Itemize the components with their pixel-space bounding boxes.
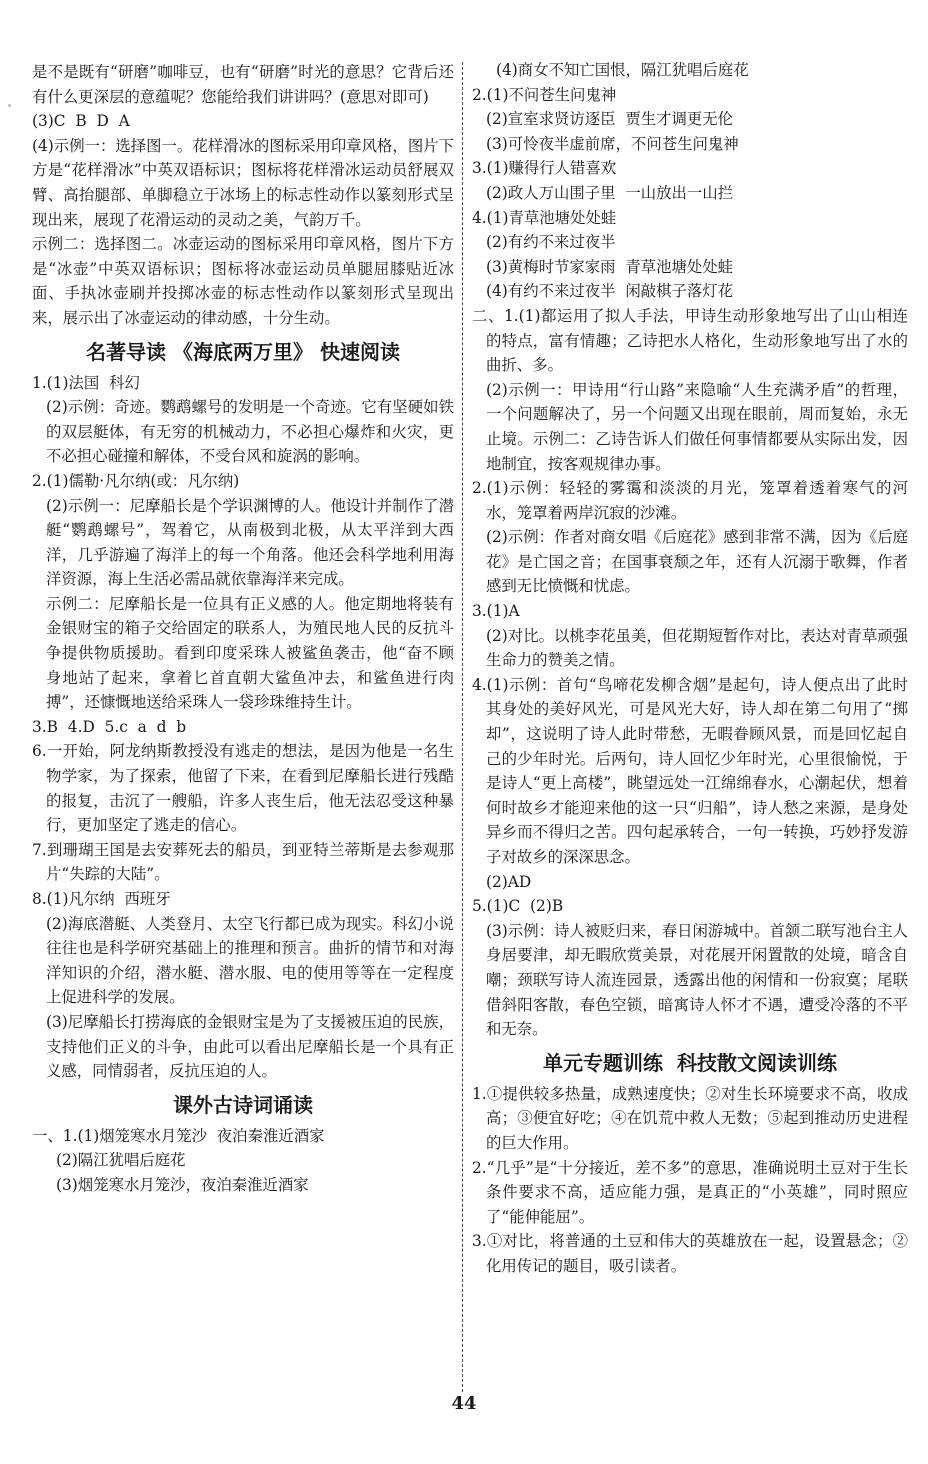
- poetry-answer-4-3: (3)黄梅时节家家雨 青草池塘处处蛙: [486, 257, 734, 276]
- poetry-answer-2-1: 2.(1)不问苍生问鬼神: [472, 85, 617, 104]
- part2-answer-1-1: 二、1.(1)都运用了拟人手法，甲诗生动形象地写出了山山相连的特点，富有情趣；乙诗把水人格化，生动形象地写出了水的曲折、多。: [472, 306, 908, 375]
- poetry-answer-1-4: (4)商女不知亡国恨，隔江犹唱后庭花: [496, 61, 749, 79]
- poetry-answer-2-2: (2)宣室求贤访逐臣 贾生才调更无伦: [486, 110, 734, 129]
- answer-q3: (3)C B D A: [32, 112, 130, 131]
- answer-2-2: (2)示例一：尼摩船长是个学识渊博的人。他设计并制作了潜艇“鹦鹉螺号”，驾着它，从南极到北极，从太平洋到大西洋，几乎游遍了海洋上的每一个角落。他还会科学地利用海洋资源，海上生活必需品就依靠海洋来完成。: [46, 496, 454, 589]
- poetry-answer-1-1: 一、1.(1)烟笼寒水月笼沙 夜泊秦淮近酒家: [32, 1126, 325, 1145]
- science-answer-2: 2.“几乎”是“十分接近，差不多”的意思，准确说明土豆对于生长条件要求不高，适应能力强，是真正的“小英雄”，同时照应了“能伸能屈”。: [472, 1158, 908, 1226]
- answer-8-1: 8.(1)凡尔纳 西班牙: [32, 890, 171, 908]
- part2-answer-5-2: (3)示例：诗人被贬归来，春日闲游城中。首颔二联写池台主人身居要津，却无暇欣赏美景，对花展开闲置散的处境，暗含自嘲；颈联写诗人流连园景，透露出他的闲情和一份寂寞；尾联借斜阳客散，春色空锁，暗寓诗人怀才不遇，遭受冷落的不平和无奈。: [486, 921, 908, 1039]
- poetry-answer-4-4: (4)有约不来过夜半 闲敲棋子落灯花: [486, 282, 734, 301]
- poetry-answer-3-2: (2)政人万山围子里 一山放出一山拦: [486, 183, 734, 202]
- left-column: [32, 60, 454, 1198]
- page-number: 44: [451, 1393, 477, 1414]
- section-title-poetry: 课外古诗词诵读: [173, 1092, 313, 1117]
- answer-8-2: (2)海底潜艇、人类登月、太空飞行都已成为现实。科幻小说往往也是科学研究基础上的推理和预言。曲折的情节和对海洋知识的介绍，潜水艇、潜水服、电的使用等等在一定程度上促进科学的发展。: [46, 914, 454, 1007]
- answer-1-1: 1.(1)法国 科幻: [32, 373, 140, 392]
- answer-q4-example2: 示例二：选择图二。冰壶运动的图标采用印章风格，图片下方是“冰壶”中英双语标识；图标将冰壶运动员单腿屈膝贴近冰面、手执冰壶刷并投掷冰壶的标志性动作以篆刻形式呈现出来，展示出了冰壶运动的律动感，十分生动。: [32, 235, 454, 327]
- answer-2-3: 示例二：尼摩船长是一位具有正义感的人。他定期地将装有金银财宝的箱子交给固定的联系人，为殖民地人民的反抗斗争提供物质援助。看到印度采珠人被鲨鱼袭击，他“奋不顾身地站了起来，拿着匕首直朝大鲨鱼冲去，和鲨鱼进行肉搏”，还慷慨地送给采珠人一袋珍珠维持生计。: [46, 594, 454, 712]
- section-title-science: 单元专题训练 科技散文阅读训练: [543, 1050, 837, 1075]
- answer-8-3: (3)尼摩船长打捞海底的金银财宝是为了支援被压迫的民族，支持他们正义的斗争，由此可以看出尼摩船长是一个具有正义感，同情弱者，反抗压迫的人。: [46, 1012, 454, 1081]
- part2-answer-2-1: 2.(1)示例：轻轻的雾霭和淡淡的月光，笼罩着透着寒气的河水，笼罩着两岸沉寂的沙滩。: [472, 479, 908, 522]
- poetry-answer-4-1: 4.(1)青草池塘处处蛙: [472, 208, 617, 227]
- part2-answer-4-2: (2)AD: [486, 872, 532, 891]
- poetry-answer-4-2: (2)有约不来过夜半: [486, 233, 616, 252]
- poetry-answer-2-3: (3)可怜夜半虚前席，不问苍生问鬼神: [486, 134, 739, 153]
- section-title-haidi: 名著导读 《海底两万里》 快速阅读: [86, 339, 400, 364]
- answer-1-2: (2)示例：奇迹。鹦鹉螺号的发明是一个奇迹。它有坚硬如铁的双层艇体，有无穷的机械动力，不必担心爆炸和火灾，更不必担心碰撞和解体，不受台风和旋涡的影响。: [46, 398, 454, 466]
- scan-speck: [8, 104, 11, 107]
- part2-answer-5-1: 5.(1)C (2)B: [472, 897, 564, 916]
- answer-q4-example1: (4)示例一：选择图一。花样滑冰的图标采用印章风格，图片下方是“花样滑冰”中英双语标识；图标将花样滑冰运动员舒展双臂、高抬腿部、单脚稳立于冰场上的标志性动作以篆刻形式呈现出来，展现了花滑运动的灵动之美，气韵万千。: [32, 136, 454, 229]
- part2-answer-2-2: (2)示例：作者对商女唱《后庭花》感到非常不满，因为《后庭花》是亡国之音；在国事衰颓之年，还有人沉溺于歌舞，作者感到无比愤慨和忧虑。: [486, 528, 908, 596]
- part2-answer-3-2: (2)对比。以桃李花虽美，但花期短暂作对比，表达对青草顽强生命力的赞美之情。: [486, 626, 908, 670]
- poetry-answer-1-3: (3)烟笼寒水月笼沙，夜泊秦淮近酒家: [56, 1175, 309, 1194]
- poetry-answer-1-2: (2)隔江犹唱后庭花: [56, 1151, 186, 1170]
- answer-3-5: 3.B 4.D 5.c a d b: [32, 717, 187, 736]
- answer-2-1: 2.(1)儒勒·凡尔纳(或：凡尔纳): [32, 471, 240, 490]
- part2-answer-4-1: 4.(1)示例：首句“鸟啼花发柳含烟”是起句，诗人便点出了此时其身处的美好风光，可是风光大好，诗人却在第二句用了“掷却”，这说明了诗人此时带愁，无暇眷顾风景，而是回忆起自己的少年时光。后两句，诗人回忆少年时光，心里很愉悦，于是诗人“更上高楼”，眺望远处一江绵绵春水，心潮起伏，想着何时故乡才能迎来他的这一只“归船”，诗人愁之来源，是身处异乡而不得归之苦。四句起承转合，一句一转换，巧妙抒发游子对故乡的深深思念。: [472, 675, 908, 866]
- answer-6: 6.一开始，阿龙纳斯教授没有逃走的想法，是因为他是一名生物学家，为了探索，他留了下来，在看到尼摩船长进行残酷的报复，击沉了一艘船，许多人丧生后，他无法忍受这种暴行，更加坚定了逃走的信心。: [32, 742, 454, 835]
- intro-question-text: 是不是既有“研磨”咖啡豆，也有“研磨”时光的意思？它背后还有什么更深层的意蕴呢？您能给我们讲讲吗？(意思对即可): [32, 63, 454, 106]
- science-answer-1: 1.①提供较多热量，成熟速度快；②对生长环境要求不高，收成高；③便宜好吃；④在饥荒中救人无数；⑤起到推动历史进程的巨大作用。: [472, 1084, 908, 1152]
- answer-7: 7.到珊瑚王国是去安葬死去的船员，到亚特兰蒂斯是去参观那片“失踪的大陆”。: [32, 840, 454, 884]
- part2-answer-1-2: (2)示例一：甲诗用“行山路”来隐喻“人生充满矛盾”的哲理，一个问题解决了，另一个问题又出现在眼前，周而复始，永无止境。示例二：乙诗告诉人们做任何事情都要从实际出发，因地制宜，按客观规律办事。: [486, 380, 908, 473]
- science-answer-3: 3.①对比，将普通的土豆和伟大的英雄放在一起，设置悬念；②化用传记的题目，吸引读者。: [472, 1232, 908, 1275]
- right-column: [472, 58, 908, 1279]
- column-divider: [462, 62, 463, 1392]
- poetry-answer-3-1: 3.(1)赚得行人错喜欢: [472, 159, 617, 178]
- part2-answer-3-1: 3.(1)A: [472, 602, 520, 621]
